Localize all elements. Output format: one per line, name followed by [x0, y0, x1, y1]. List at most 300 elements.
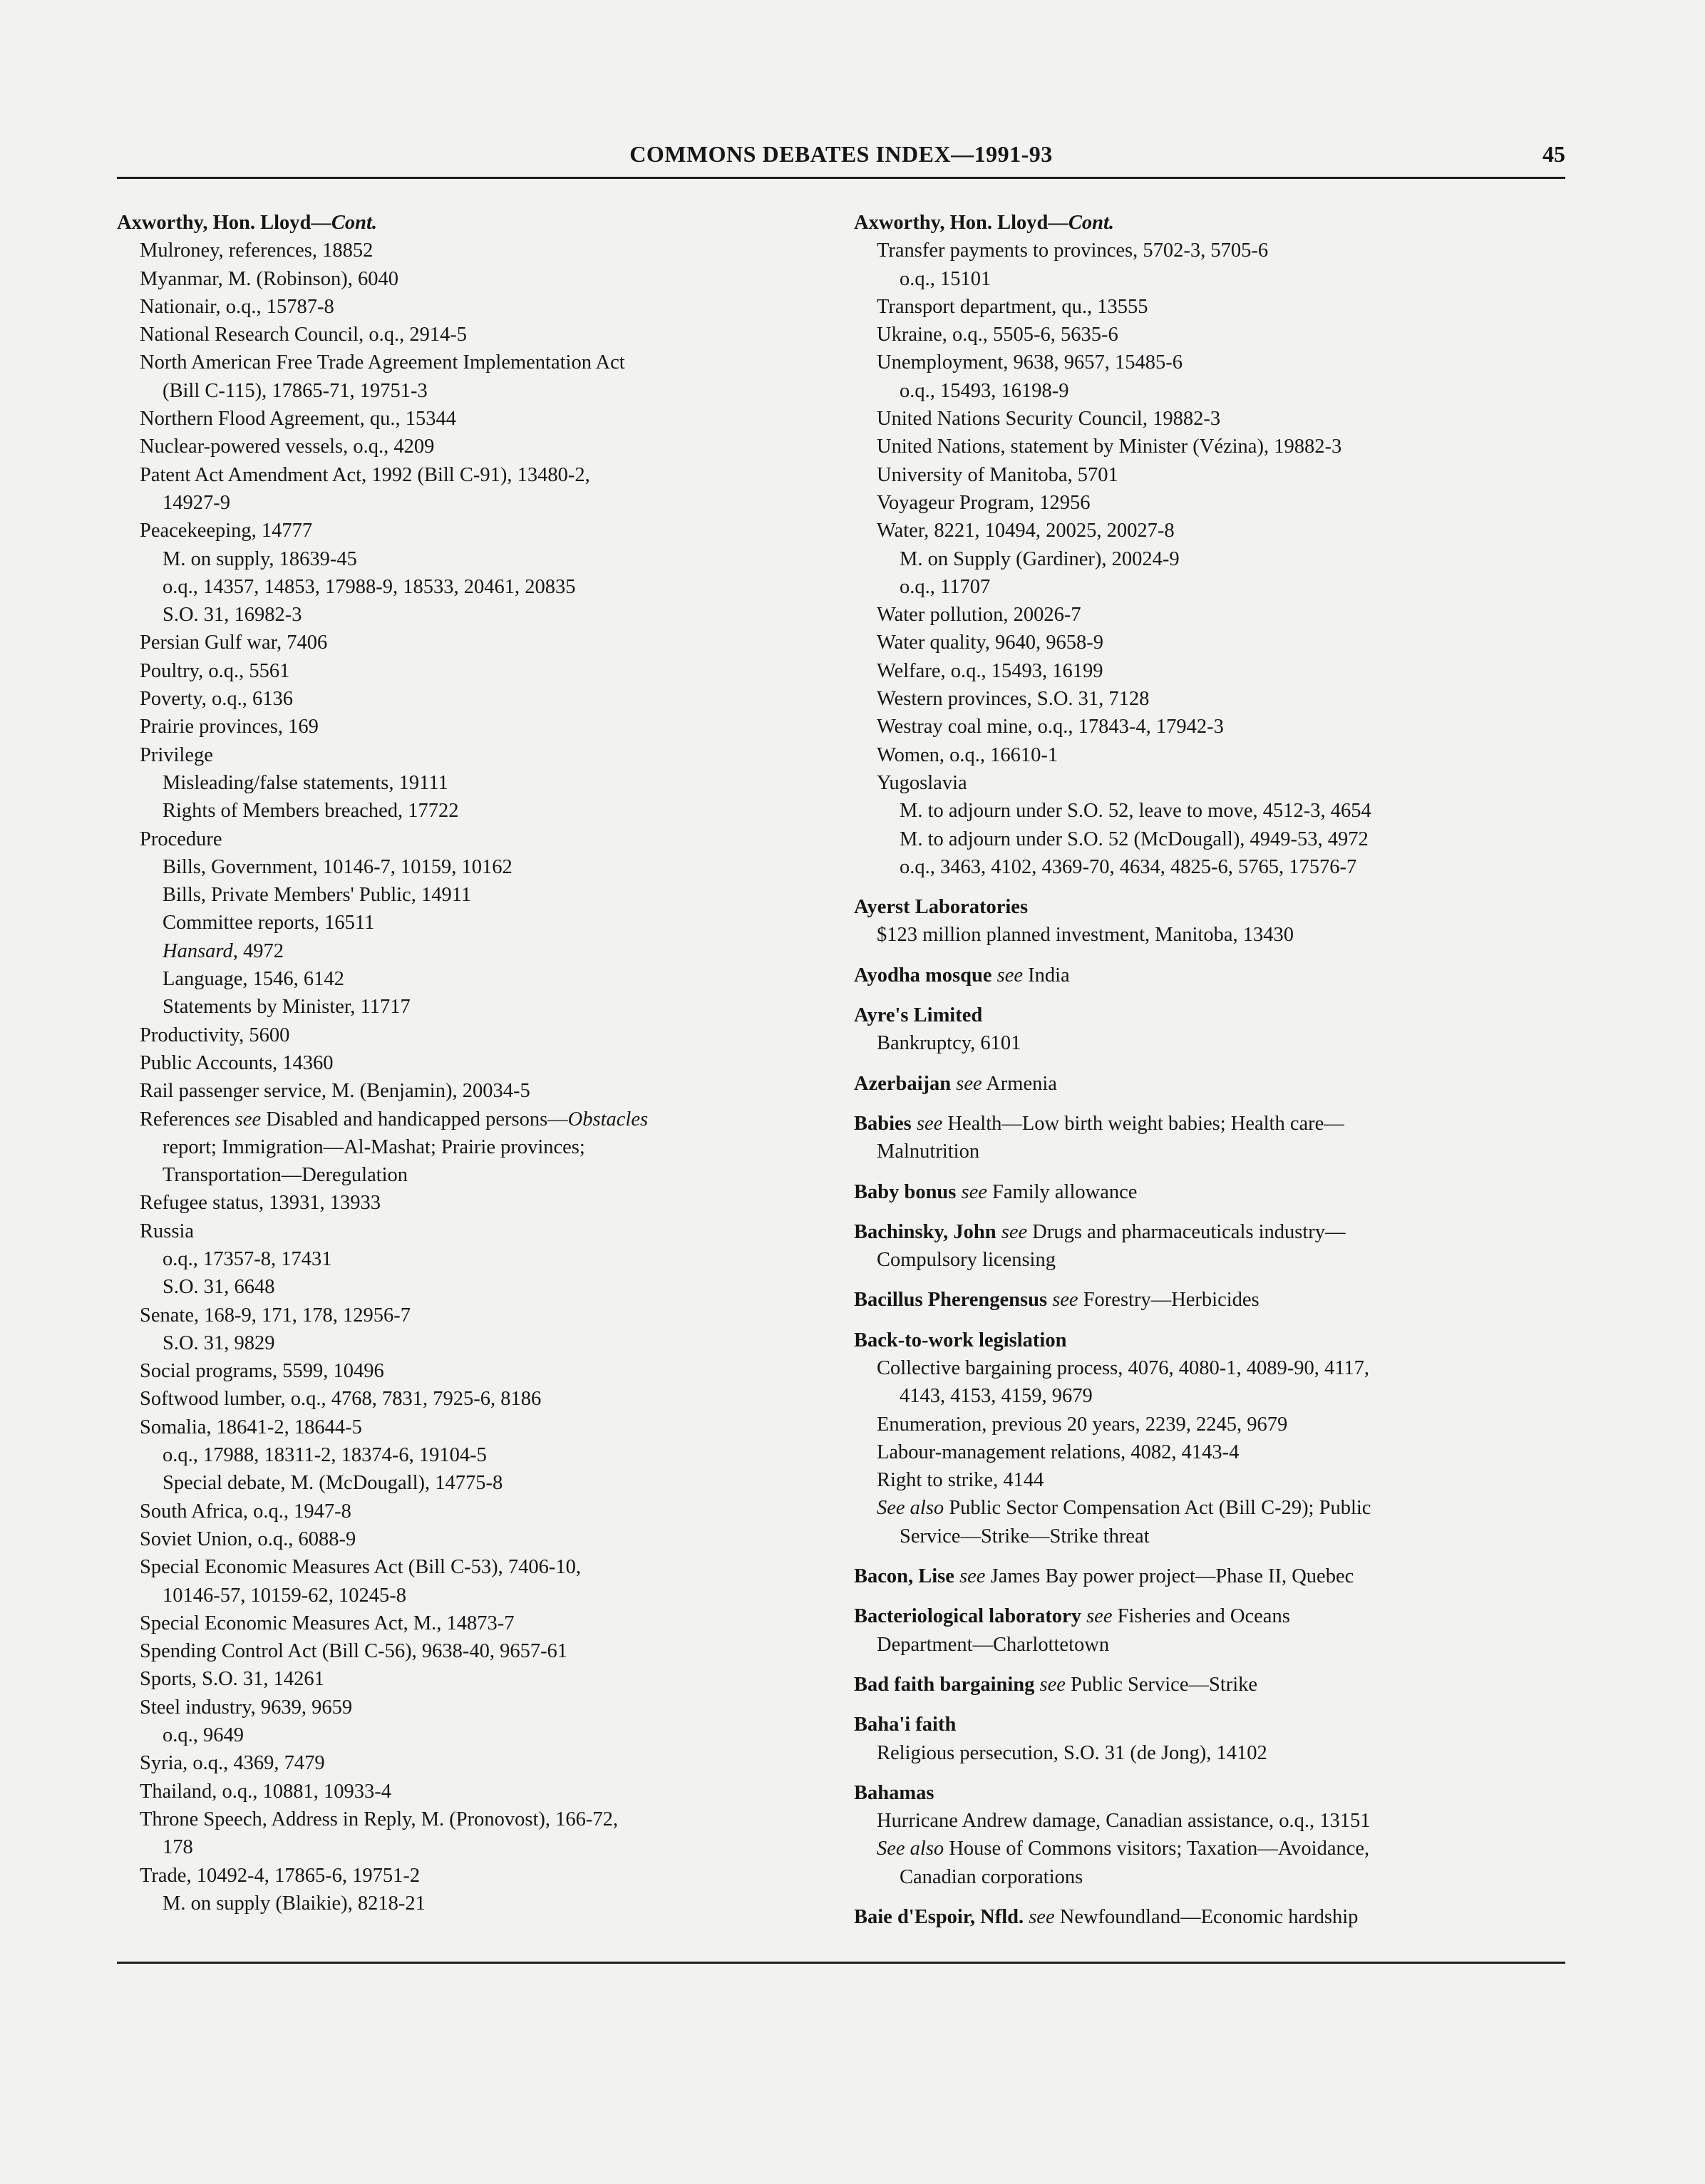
cross-reference-term: see [959, 1565, 986, 1588]
index-subentry-line [117, 321, 830, 349]
index-subentry-line [117, 629, 830, 656]
index-heading-line [854, 1779, 1567, 1807]
index-column-left [117, 209, 830, 1917]
index-entry [117, 1778, 830, 1806]
entry-text: (Bill C-115), 17865-71, 19751-3 [163, 379, 428, 402]
entry-heading: Bacillus Pherengensus [854, 1289, 1048, 1312]
entry-heading: Bacon, Lise [854, 1565, 954, 1588]
index-subentry-line [854, 1138, 1567, 1165]
index-subentry-line [854, 1494, 1567, 1522]
entry-text: M. on supply, 18639-45 [163, 547, 357, 570]
index-subentry-line [117, 881, 830, 909]
entry-text: Compulsory licensing [877, 1249, 1056, 1272]
entry-heading: Baie d'Espoir, Nfld. [854, 1906, 1024, 1929]
entry-text: Special Economic Measures Act, M., 14873-7 [140, 1612, 515, 1634]
index-subentry-line [117, 545, 830, 573]
index-subentry-line [117, 1302, 830, 1329]
entry-heading: Axworthy, Hon. Lloyd— [117, 212, 331, 234]
entry-text: Peacekeeping, 14777 [140, 520, 313, 542]
index-subentry-line [117, 517, 830, 545]
entry-heading: Baby bonus [854, 1180, 957, 1203]
index-entry [117, 405, 830, 433]
index-entry [854, 545, 1567, 573]
entry-heading: Bacteriological laboratory [854, 1605, 1081, 1628]
index-entry [854, 489, 1567, 517]
entry-text: 4143, 4153, 4159, 9679 [900, 1385, 1093, 1408]
entry-text: Refugee status, 13931, 13933 [140, 1192, 381, 1215]
index-heading-line [854, 1070, 1567, 1098]
index-entry [117, 657, 830, 685]
index-entry [117, 965, 830, 993]
index-entry [854, 921, 1567, 949]
entry-text: Enumeration, previous 20 years, 2239, 2245, 9679 [877, 1413, 1288, 1436]
page-title: COMMONS DEBATES INDEX—1991-93 [629, 141, 1053, 167]
index-entry [117, 461, 830, 517]
index-heading-line [854, 1286, 1567, 1314]
index-entry [854, 1110, 1567, 1166]
index-entry [117, 1553, 830, 1609]
index-subentry-line [854, 1246, 1567, 1274]
entry-text: Somalia, 18641-2, 18644-5 [140, 1416, 362, 1438]
index-subentry-line [117, 1525, 830, 1553]
index-entry [117, 1217, 830, 1245]
entry-italic-text: Obstacles [567, 1108, 649, 1130]
index-subentry-line [854, 1382, 1567, 1410]
page-header [117, 141, 1565, 178]
entry-text: Special Economic Measures Act (Bill C-53), 7406-10, [140, 1556, 581, 1579]
index-entry [117, 1469, 830, 1497]
entry-text: Public Accounts, 14360 [140, 1051, 334, 1074]
index-subentry-line [854, 377, 1567, 405]
index-subentry-line [854, 713, 1567, 741]
index-entry [854, 1779, 1567, 1807]
entry-heading: Bahamas [854, 1781, 934, 1804]
entry-text: Social programs, 5599, 10496 [140, 1360, 384, 1383]
index-entry [117, 1302, 830, 1329]
entry-text: Religious persecution, S.O. 31 (de Jong), 14102 [877, 1741, 1267, 1764]
index-entry [854, 713, 1567, 741]
index-subentry-line [854, 1631, 1567, 1659]
index-subentry-line [117, 713, 830, 741]
entry-text [1034, 1674, 1039, 1696]
index-entry [854, 1029, 1567, 1057]
entry-text: Malnutrition [877, 1140, 980, 1163]
entry-text: Northern Flood Agreement, qu., 15344 [140, 408, 457, 431]
entry-heading: Bachinsky, John [854, 1220, 996, 1243]
entry-text: Poverty, o.q., 6136 [140, 688, 294, 711]
entry-text: United Nations Security Council, 19882-3 [877, 408, 1221, 431]
index-heading-line [854, 1327, 1567, 1354]
index-heading-line [117, 209, 830, 237]
entry-text: report; Immigration—Al-Mashat; Prairie provinces; [163, 1135, 585, 1158]
entry-heading: Babies [854, 1112, 912, 1135]
entry-text: M. to adjourn under S.O. 52, leave to move, 4512-3, 4654 [900, 800, 1371, 823]
entry-text [912, 1113, 917, 1135]
index-subentry-line [117, 1245, 830, 1273]
index-entry [117, 1329, 830, 1357]
index-subentry-line [854, 489, 1567, 517]
entry-text: Unemployment, 9638, 9657, 15485-6 [877, 351, 1183, 374]
index-subentry-line [117, 797, 830, 825]
index-subentry-line [117, 1609, 830, 1637]
index-subentry-line [854, 741, 1567, 769]
index-entry [117, 741, 830, 769]
entry-text: Family allowance [987, 1180, 1138, 1203]
index-entry [854, 825, 1567, 853]
index-subentry-line [854, 293, 1567, 321]
index-subentry-line [854, 1863, 1567, 1891]
index-subentry-line [117, 1329, 830, 1357]
index-entry [854, 797, 1567, 825]
index-entry [854, 209, 1567, 237]
index-subentry-line [117, 1694, 830, 1721]
index-heading-line [854, 1218, 1567, 1246]
index-entry [854, 1001, 1567, 1029]
index-subentry-line [117, 1862, 830, 1890]
entry-heading: Baha'i faith [854, 1714, 957, 1736]
index-subentry-line [854, 1523, 1567, 1550]
index-subentry-line [117, 825, 830, 853]
entry-text: Armenia [982, 1072, 1057, 1095]
index-entry [117, 1665, 830, 1693]
index-subentry-line [117, 1161, 830, 1189]
index-entry [854, 1711, 1567, 1739]
index-subentry-line [117, 1077, 830, 1105]
index-subentry-line [117, 1106, 830, 1133]
index-subentry-line [117, 1637, 830, 1665]
entry-text: James Bay power project—Phase II, Quebec [985, 1565, 1354, 1588]
index-heading-line [854, 1001, 1567, 1029]
index-subentry-line [117, 965, 830, 993]
index-subentry-line [117, 349, 830, 376]
index-entry [117, 517, 830, 545]
index-entry [117, 1273, 830, 1301]
index-subentry-line [854, 601, 1567, 629]
entry-text: United Nations, statement by Minister (Vézina), 19882-3 [877, 436, 1342, 458]
entry-text: o.q., 11707 [900, 575, 991, 598]
entry-text: M. on supply (Blaikie), 8218-21 [163, 1892, 426, 1915]
cross-reference-term: See also [877, 1497, 944, 1520]
index-entry [854, 573, 1567, 601]
index-entry [117, 1721, 830, 1749]
entry-text: Rail passenger service, M. (Benjamin), 20034-5 [140, 1080, 530, 1103]
entry-heading: Ayodha mosque [854, 964, 992, 987]
index-heading-line [854, 1602, 1567, 1630]
entry-text: o.q., 15493, 16198-9 [900, 379, 1069, 402]
entry-text: Canadian corporations [900, 1865, 1083, 1888]
index-subentry-line [854, 797, 1567, 825]
index-entry [117, 685, 830, 713]
index-subentry-line [854, 1029, 1567, 1057]
index-entry [117, 1021, 830, 1049]
index-subentry-line [117, 1357, 830, 1385]
index-entry [117, 573, 830, 601]
entry-text: Nuclear-powered vessels, o.q., 4209 [140, 436, 435, 458]
index-entry [854, 1286, 1567, 1314]
index-heading-line [854, 1711, 1567, 1739]
index-entry [117, 349, 830, 405]
index-entry [117, 433, 830, 460]
index-subentry-line [854, 769, 1567, 797]
entry-text: Bills, Private Members' Public, 14911 [163, 884, 472, 907]
index-subentry-line [117, 1721, 830, 1749]
entry-text: o.q., 9649 [163, 1724, 244, 1747]
index-entry [117, 769, 830, 797]
entry-text: Voyageur Program, 12956 [877, 491, 1091, 514]
entry-text: 14927-9 [163, 491, 230, 514]
index-entry [854, 1070, 1567, 1098]
index-subentry-line [854, 657, 1567, 685]
entry-text: Russia [140, 1220, 195, 1242]
entry-text: Rights of Members breached, 17722 [163, 800, 459, 823]
entry-text [956, 1181, 961, 1203]
index-entry [117, 1806, 830, 1862]
index-subentry-line [117, 1413, 830, 1441]
index-subentry-line [117, 1133, 830, 1161]
index-entry [117, 993, 830, 1021]
index-entry [854, 1178, 1567, 1206]
entry-heading: Azerbaijan [854, 1072, 952, 1095]
index-subentry-line [117, 1273, 830, 1301]
entry-text: Committee reports, 16511 [163, 912, 375, 934]
index-entry [854, 1807, 1567, 1835]
index-subentry-line [117, 1582, 830, 1609]
index-subentry-line [117, 489, 830, 517]
entry-text: Women, o.q., 16610-1 [877, 743, 1058, 766]
entry-text: Forestry—Herbicides [1078, 1289, 1260, 1312]
index-subentry-line [854, 1739, 1567, 1767]
index-entry [854, 601, 1567, 629]
index-subentry-line [854, 573, 1567, 601]
entry-text: Water pollution, 20026-7 [877, 604, 1081, 627]
index-entry [854, 1562, 1567, 1590]
index-entry [117, 209, 830, 237]
entry-text: o.q., 17357-8, 17431 [163, 1247, 332, 1270]
index-subentry-line [854, 853, 1567, 881]
entry-text: o.q., 17988, 18311-2, 18374-6, 19104-5 [163, 1444, 487, 1467]
index-subentry-line [117, 909, 830, 937]
index-entry [117, 321, 830, 349]
index-entry [854, 1671, 1567, 1699]
index-entry [854, 1602, 1567, 1659]
entry-text: Western provinces, S.O. 31, 7128 [877, 688, 1150, 711]
index-heading-line [854, 1562, 1567, 1590]
entry-text: $123 million planned investment, Manitoba, 13430 [877, 924, 1294, 947]
index-entry [117, 1357, 830, 1385]
index-entry [117, 937, 830, 965]
entry-text: Transfer payments to provinces, 5702-3, 5705-6 [877, 239, 1269, 262]
index-subentry-line [117, 1778, 830, 1806]
index-entry [117, 237, 830, 264]
index-entry [117, 881, 830, 909]
entry-text: Department—Charlottetown [877, 1633, 1110, 1656]
cross-reference-term: see [1086, 1605, 1113, 1628]
index-entry [117, 601, 830, 629]
entry-text: Thailand, o.q., 10881, 10933-4 [140, 1780, 392, 1803]
index-entry [117, 1189, 830, 1217]
entry-text: Prairie provinces, 169 [140, 716, 319, 738]
entry-heading: Axworthy, Hon. Lloyd— [854, 212, 1068, 234]
index-subentry-line [117, 573, 830, 601]
index-heading-line [854, 1903, 1567, 1931]
index-subentry-line [117, 1189, 830, 1217]
index-entry [854, 685, 1567, 713]
index-entry [854, 629, 1567, 656]
entry-text: House of Commons visitors; Taxation—Avoidance, [944, 1838, 1370, 1860]
entry-text: Public Service—Strike [1065, 1673, 1258, 1696]
entry-text: Patent Act Amendment Act, 1992 (Bill C-91), 13480-2, [140, 463, 590, 486]
index-subentry-line [854, 237, 1567, 264]
entry-text: University of Manitoba, 5701 [877, 463, 1118, 486]
index-subentry-line [854, 321, 1567, 349]
index-entry [117, 1413, 830, 1441]
entry-text: Statements by Minister, 11717 [163, 996, 411, 1019]
index-entry [854, 377, 1567, 405]
index-subentry-line [854, 825, 1567, 853]
entry-text: Health—Low birth weight babies; Health care— [942, 1112, 1344, 1135]
index-entry [854, 1466, 1567, 1494]
index-subentry-line [117, 685, 830, 713]
index-subentry-line [117, 461, 830, 489]
entry-text [954, 1565, 959, 1587]
index-heading-line [854, 209, 1567, 237]
cross-reference-term: see [961, 1180, 987, 1203]
entry-text: Productivity, 5600 [140, 1024, 290, 1046]
index-subentry-line [854, 1466, 1567, 1494]
entry-text: 178 [163, 1836, 193, 1859]
index-entry [117, 1498, 830, 1525]
index-subentry-line [854, 1438, 1567, 1466]
cross-reference-term: see [1001, 1220, 1028, 1243]
index-subentry-line [117, 993, 830, 1021]
index-subentry-line [117, 937, 830, 965]
index-subentry-line [854, 629, 1567, 656]
entry-text: Mulroney, references, 18852 [140, 239, 374, 262]
index-subentry-line [117, 1385, 830, 1413]
index-entry [117, 825, 830, 853]
entry-text: o.q., 14357, 14853, 17988-9, 18533, 20461, 20835 [163, 575, 576, 598]
index-subentry-line [117, 433, 830, 460]
cross-reference-term: see [1039, 1673, 1066, 1696]
entry-text: M. to adjourn under S.O. 52 (McDougall), 4949-53, 4972 [900, 828, 1369, 850]
cross-reference-term: see [996, 964, 1023, 987]
entry-text: Softwood lumber, o.q., 4768, 7831, 7925-6, 8186 [140, 1388, 542, 1411]
index-entry [117, 293, 830, 321]
entry-text: Special debate, M. (McDougall), 14775-8 [163, 1472, 503, 1495]
entry-text: Persian Gulf war, 7406 [140, 632, 328, 654]
entry-heading: Bad faith bargaining [854, 1673, 1035, 1696]
index-subentry-line [117, 377, 830, 405]
index-subentry-line [117, 769, 830, 797]
index-entry [117, 1106, 830, 1190]
index-subentry-line [117, 1441, 830, 1469]
entry-heading: Back-to-work legislation [854, 1329, 1067, 1351]
entry-text: National Research Council, o.q., 2914-5 [140, 324, 468, 346]
index-subentry-line [854, 921, 1567, 949]
index-entry [854, 1835, 1567, 1891]
entry-text: Procedure [140, 828, 222, 850]
index-subentry-line [854, 461, 1567, 489]
index-entry [854, 1494, 1567, 1550]
entry-text: Newfoundland—Economic hardship [1054, 1906, 1359, 1929]
index-entry [117, 1862, 830, 1890]
entry-text: Privilege [140, 743, 213, 766]
entry-text: Language, 1546, 6142 [163, 968, 344, 991]
entry-text: Yugoslavia [877, 771, 967, 794]
entry-text: Fisheries and Oceans [1112, 1605, 1290, 1628]
index-entry [117, 797, 830, 825]
index-entry [117, 1749, 830, 1777]
index-subentry-line [117, 1217, 830, 1245]
index-subentry-line [117, 1665, 830, 1693]
entry-text: North American Free Trade Agreement Implementation Act [140, 351, 625, 374]
index-subentry-line [854, 433, 1567, 460]
index-subentry-line [854, 1354, 1567, 1382]
entry-text: Right to strike, 4144 [877, 1469, 1044, 1492]
entry-text: Poultry, o.q., 5561 [140, 659, 290, 682]
index-subentry-line [117, 1833, 830, 1861]
entry-text: Labour-management relations, 4082, 4143-4 [877, 1441, 1240, 1463]
entry-text: Public Sector Compensation Act (Bill C-29); Public [944, 1497, 1371, 1520]
entry-text [991, 964, 996, 987]
index-subentry-line [117, 1049, 830, 1077]
index-entry [117, 853, 830, 881]
entry-text: Drugs and pharmaceuticals industry— [1027, 1220, 1346, 1243]
index-entry [854, 237, 1567, 264]
entry-text: Syria, o.q., 4369, 7479 [140, 1752, 325, 1775]
index-entry [854, 1739, 1567, 1767]
entry-text: , 4972 [232, 939, 284, 962]
index-entry [854, 293, 1567, 321]
index-subentry-line [117, 601, 830, 629]
index-subentry-line [854, 265, 1567, 293]
index-heading-line [854, 893, 1567, 921]
index-entry [117, 545, 830, 573]
index-heading-line [854, 1110, 1567, 1138]
entry-text: Service—Strike—Strike threat [900, 1525, 1150, 1547]
entry-text: Nationair, o.q., 15787-8 [140, 295, 334, 318]
index-entry [854, 1903, 1567, 1931]
index-entry [117, 1385, 830, 1413]
index-entry [854, 657, 1567, 685]
entry-text: Water, 8221, 10494, 20025, 20027-8 [877, 520, 1175, 542]
index-entry [117, 1077, 830, 1105]
header-rule [117, 177, 1565, 179]
entry-text: Senate, 168-9, 171, 178, 12956-7 [140, 1304, 411, 1327]
cross-reference-term: see [916, 1112, 943, 1135]
entry-text: References [140, 1108, 235, 1130]
index-entry [117, 265, 830, 293]
entry-text: Disabled and handicapped persons— [261, 1108, 568, 1130]
entry-heading: Ayerst Laboratories [854, 896, 1029, 919]
entry-text: Myanmar, M. (Robinson), 6040 [140, 267, 398, 290]
entry-text: Transportation—Deregulation [163, 1164, 408, 1187]
entry-text: Transport department, qu., 13555 [877, 295, 1148, 318]
index-entry [854, 1411, 1567, 1438]
index-subentry-line [854, 1835, 1567, 1863]
index-entry [854, 321, 1567, 349]
entry-text: S.O. 31, 16982-3 [163, 604, 302, 627]
index-subentry-line [854, 545, 1567, 573]
index-subentry-line [117, 1890, 830, 1917]
continued-marker: Cont. [1068, 212, 1115, 234]
entry-text: Westray coal mine, o.q., 17843-4, 17942-3 [877, 716, 1224, 738]
index-entry [117, 629, 830, 656]
index-heading-line [854, 962, 1567, 989]
entry-text: South Africa, o.q., 1947-8 [140, 1500, 351, 1523]
continued-marker: Cont. [331, 212, 378, 234]
index-entry [117, 1694, 830, 1721]
